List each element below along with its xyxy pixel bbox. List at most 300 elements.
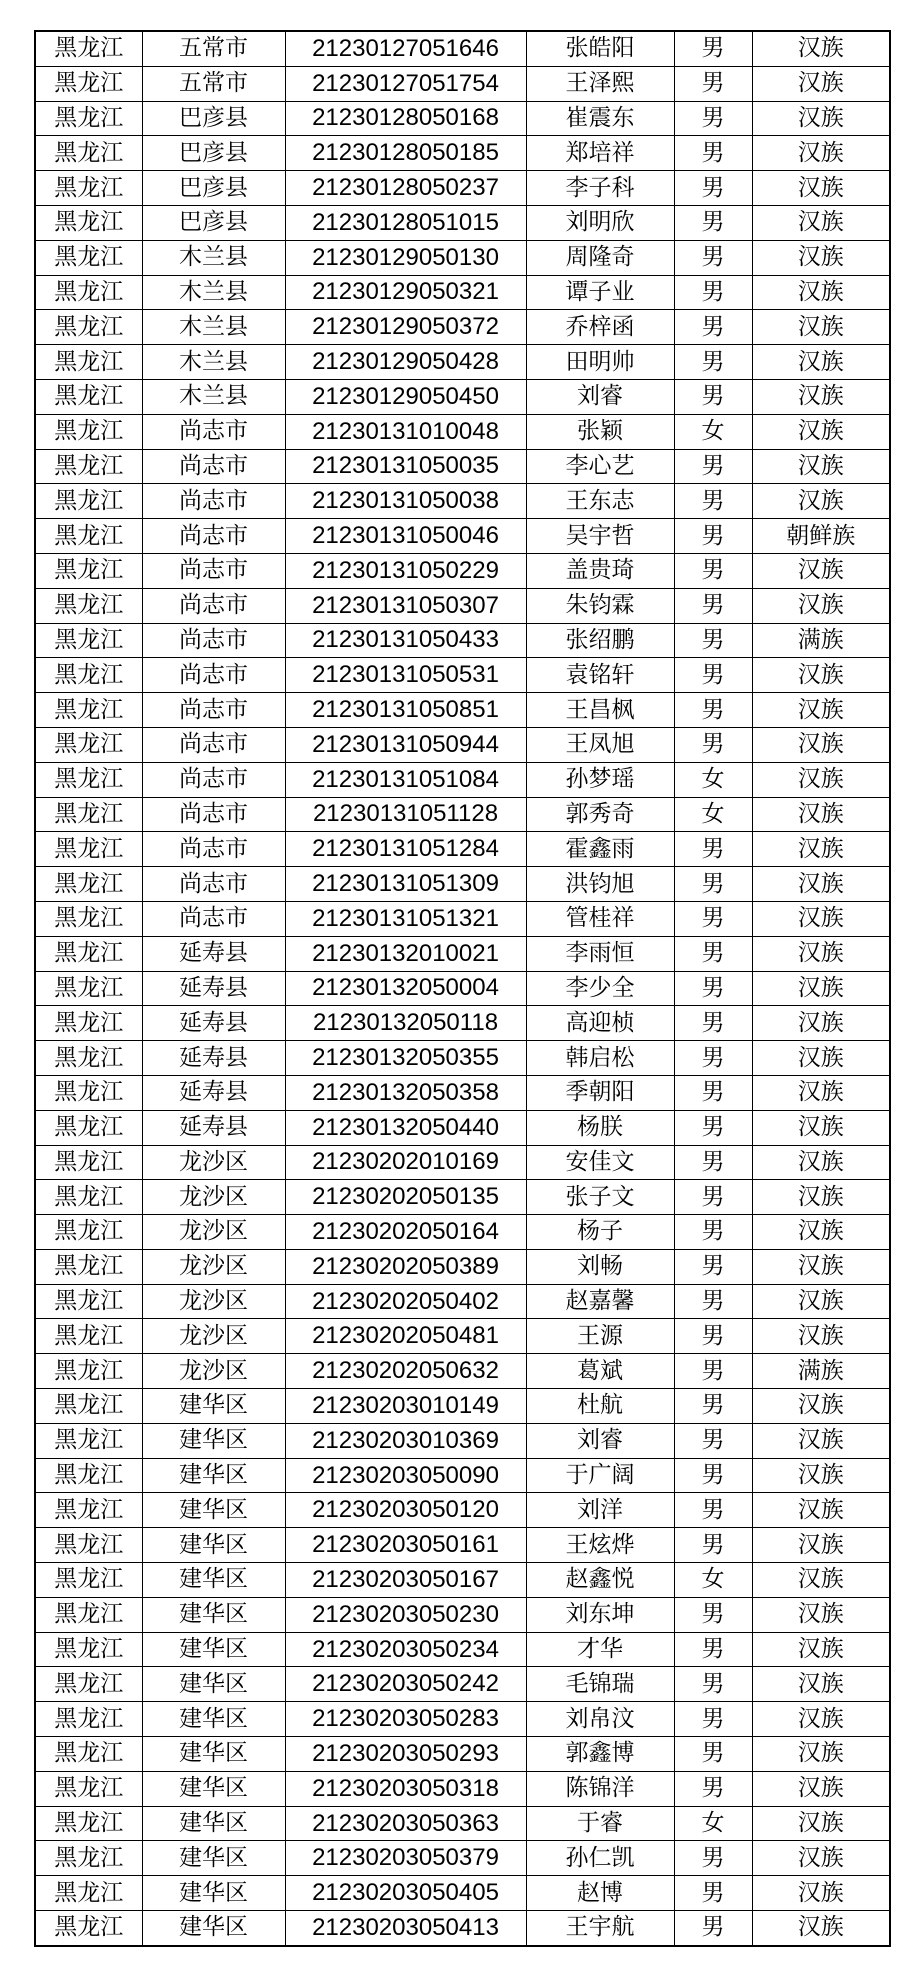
gender-cell: 男 <box>674 553 752 588</box>
candidate-id-cell: 21230128050185 <box>285 136 526 171</box>
province-cell: 黑龙江 <box>35 693 142 728</box>
candidate-id-cell: 21230131051084 <box>285 762 526 797</box>
gender-cell: 男 <box>674 867 752 902</box>
ethnicity-cell: 汉族 <box>752 136 890 171</box>
table-row <box>35 1284 890 1319</box>
candidate-id-cell: 21230128050237 <box>285 171 526 206</box>
candidate-id-cell: 21230131050038 <box>285 484 526 519</box>
gender-cell: 男 <box>674 1702 752 1737</box>
name-cell: 赵鑫悦 <box>526 1563 674 1598</box>
candidate-id-cell: 21230127051646 <box>285 31 526 66</box>
name-cell: 王昌枫 <box>526 693 674 728</box>
ethnicity-cell: 汉族 <box>752 1911 890 1946</box>
table-row <box>35 66 890 101</box>
name-cell: 袁铭轩 <box>526 658 674 693</box>
name-cell: 李子科 <box>526 171 674 206</box>
name-cell: 王宇航 <box>526 1911 674 1946</box>
city-cell: 木兰县 <box>142 240 285 275</box>
candidate-id-cell: 21230203050161 <box>285 1528 526 1563</box>
table-row <box>35 1110 890 1145</box>
name-cell: 张子文 <box>526 1180 674 1215</box>
ethnicity-cell: 汉族 <box>752 727 890 762</box>
candidate-id-cell: 21230131051128 <box>285 797 526 832</box>
candidate-id-cell: 21230131010048 <box>285 414 526 449</box>
city-cell: 延寿县 <box>142 936 285 971</box>
city-cell: 尚志市 <box>142 832 285 867</box>
gender-cell: 男 <box>674 136 752 171</box>
province-cell: 黑龙江 <box>35 1702 142 1737</box>
gender-cell: 男 <box>674 484 752 519</box>
gender-cell: 女 <box>674 414 752 449</box>
province-cell: 黑龙江 <box>35 1632 142 1667</box>
candidate-id-cell: 21230132050118 <box>285 1006 526 1041</box>
city-cell: 建华区 <box>142 1737 285 1772</box>
ethnicity-cell: 汉族 <box>752 1423 890 1458</box>
province-cell: 黑龙江 <box>35 762 142 797</box>
gender-cell: 男 <box>674 240 752 275</box>
candidate-id-cell: 21230129050450 <box>285 379 526 414</box>
city-cell: 五常市 <box>142 66 285 101</box>
gender-cell: 男 <box>674 1215 752 1250</box>
gender-cell: 男 <box>674 1423 752 1458</box>
name-cell: 张颖 <box>526 414 674 449</box>
province-cell: 黑龙江 <box>35 1771 142 1806</box>
name-cell: 郭秀奇 <box>526 797 674 832</box>
table-row <box>35 1841 890 1876</box>
gender-cell: 男 <box>674 1458 752 1493</box>
ethnicity-cell: 汉族 <box>752 1841 890 1876</box>
candidate-id-cell: 21230132050004 <box>285 971 526 1006</box>
candidate-id-cell: 21230203050413 <box>285 1911 526 1946</box>
name-cell: 孙仁凯 <box>526 1841 674 1876</box>
name-cell: 王凤旭 <box>526 727 674 762</box>
city-cell: 建华区 <box>142 1563 285 1598</box>
name-cell: 安佳文 <box>526 1145 674 1180</box>
province-cell: 黑龙江 <box>35 658 142 693</box>
table-row <box>35 693 890 728</box>
table-row <box>35 1528 890 1563</box>
city-cell: 龙沙区 <box>142 1354 285 1389</box>
city-cell: 建华区 <box>142 1493 285 1528</box>
city-cell: 延寿县 <box>142 1041 285 1076</box>
ethnicity-cell: 汉族 <box>752 240 890 275</box>
gender-cell: 男 <box>674 1354 752 1389</box>
table-row <box>35 901 890 936</box>
city-cell: 延寿县 <box>142 971 285 1006</box>
city-cell: 尚志市 <box>142 901 285 936</box>
name-cell: 周隆奇 <box>526 240 674 275</box>
candidate-id-cell: 21230203010149 <box>285 1389 526 1424</box>
name-cell: 崔震东 <box>526 101 674 136</box>
province-cell: 黑龙江 <box>35 519 142 554</box>
city-cell: 尚志市 <box>142 658 285 693</box>
table-row <box>35 101 890 136</box>
gender-cell: 男 <box>674 171 752 206</box>
ethnicity-cell: 汉族 <box>752 449 890 484</box>
city-cell: 建华区 <box>142 1597 285 1632</box>
city-cell: 巴彦县 <box>142 101 285 136</box>
city-cell: 龙沙区 <box>142 1215 285 1250</box>
ethnicity-cell: 汉族 <box>752 553 890 588</box>
ethnicity-cell: 汉族 <box>752 1771 890 1806</box>
province-cell: 黑龙江 <box>35 1075 142 1110</box>
name-cell: 陈锦洋 <box>526 1771 674 1806</box>
ethnicity-cell: 汉族 <box>752 1041 890 1076</box>
table-row <box>35 867 890 902</box>
ethnicity-cell: 汉族 <box>752 867 890 902</box>
city-cell: 延寿县 <box>142 1075 285 1110</box>
province-cell: 黑龙江 <box>35 31 142 66</box>
city-cell: 尚志市 <box>142 727 285 762</box>
city-cell: 建华区 <box>142 1911 285 1946</box>
ethnicity-cell: 汉族 <box>752 345 890 380</box>
candidate-id-cell: 21230203050318 <box>285 1771 526 1806</box>
table-row <box>35 484 890 519</box>
province-cell: 黑龙江 <box>35 1841 142 1876</box>
city-cell: 木兰县 <box>142 379 285 414</box>
name-cell: 郑培祥 <box>526 136 674 171</box>
name-cell: 刘畅 <box>526 1249 674 1284</box>
city-cell: 尚志市 <box>142 414 285 449</box>
ethnicity-cell: 汉族 <box>752 762 890 797</box>
city-cell: 尚志市 <box>142 449 285 484</box>
table-row <box>35 588 890 623</box>
name-cell: 朱钧霖 <box>526 588 674 623</box>
candidate-id-cell: 21230203050283 <box>285 1702 526 1737</box>
table-row <box>35 205 890 240</box>
province-cell: 黑龙江 <box>35 971 142 1006</box>
ethnicity-cell: 汉族 <box>752 484 890 519</box>
table-row <box>35 1632 890 1667</box>
gender-cell: 男 <box>674 1319 752 1354</box>
gender-cell: 男 <box>674 1006 752 1041</box>
candidate-id-cell: 21230203050363 <box>285 1806 526 1841</box>
table-row <box>35 1771 890 1806</box>
province-cell: 黑龙江 <box>35 345 142 380</box>
city-cell: 龙沙区 <box>142 1249 285 1284</box>
city-cell: 建华区 <box>142 1423 285 1458</box>
ethnicity-cell: 汉族 <box>752 901 890 936</box>
city-cell: 建华区 <box>142 1771 285 1806</box>
province-cell: 黑龙江 <box>35 136 142 171</box>
province-cell: 黑龙江 <box>35 205 142 240</box>
candidate-id-cell: 21230203050405 <box>285 1876 526 1911</box>
city-cell: 尚志市 <box>142 484 285 519</box>
candidate-id-cell: 21230131050229 <box>285 553 526 588</box>
province-cell: 黑龙江 <box>35 1354 142 1389</box>
gender-cell: 男 <box>674 1284 752 1319</box>
ethnicity-cell: 满族 <box>752 1354 890 1389</box>
city-cell: 延寿县 <box>142 1006 285 1041</box>
name-cell: 刘帛汶 <box>526 1702 674 1737</box>
table-row <box>35 379 890 414</box>
table-row <box>35 1319 890 1354</box>
name-cell: 杨朕 <box>526 1110 674 1145</box>
province-cell: 黑龙江 <box>35 553 142 588</box>
candidate-id-cell: 21230202050632 <box>285 1354 526 1389</box>
gender-cell: 男 <box>674 345 752 380</box>
city-cell: 尚志市 <box>142 867 285 902</box>
province-cell: 黑龙江 <box>35 936 142 971</box>
gender-cell: 男 <box>674 1911 752 1946</box>
province-cell: 黑龙江 <box>35 449 142 484</box>
gender-cell: 男 <box>674 1841 752 1876</box>
table-row <box>35 1389 890 1424</box>
city-cell: 建华区 <box>142 1667 285 1702</box>
table-row <box>35 240 890 275</box>
name-cell: 李雨恒 <box>526 936 674 971</box>
name-cell: 杨子 <box>526 1215 674 1250</box>
table-row <box>35 1667 890 1702</box>
table-row <box>35 1458 890 1493</box>
name-cell: 张皓阳 <box>526 31 674 66</box>
ethnicity-cell: 汉族 <box>752 971 890 1006</box>
gender-cell: 男 <box>674 1528 752 1563</box>
name-cell: 赵嘉馨 <box>526 1284 674 1319</box>
province-cell: 黑龙江 <box>35 171 142 206</box>
table-row <box>35 1911 890 1946</box>
name-cell: 李少全 <box>526 971 674 1006</box>
city-cell: 尚志市 <box>142 623 285 658</box>
name-cell: 高迎桢 <box>526 1006 674 1041</box>
ethnicity-cell: 汉族 <box>752 588 890 623</box>
table-row <box>35 345 890 380</box>
province-cell: 黑龙江 <box>35 588 142 623</box>
table-row <box>35 1423 890 1458</box>
candidate-id-cell: 21230132050358 <box>285 1075 526 1110</box>
city-cell: 木兰县 <box>142 345 285 380</box>
table-row <box>35 1041 890 1076</box>
city-cell: 建华区 <box>142 1876 285 1911</box>
ethnicity-cell: 汉族 <box>752 1667 890 1702</box>
name-cell: 王源 <box>526 1319 674 1354</box>
ethnicity-cell: 汉族 <box>752 1006 890 1041</box>
name-cell: 郭鑫博 <box>526 1737 674 1772</box>
candidate-id-cell: 21230202050135 <box>285 1180 526 1215</box>
table-row <box>35 936 890 971</box>
gender-cell: 男 <box>674 1737 752 1772</box>
gender-cell: 男 <box>674 971 752 1006</box>
table-row <box>35 519 890 554</box>
name-cell: 葛斌 <box>526 1354 674 1389</box>
candidate-id-cell: 21230129050428 <box>285 345 526 380</box>
ethnicity-cell: 汉族 <box>752 1563 890 1598</box>
province-cell: 黑龙江 <box>35 1493 142 1528</box>
candidate-id-cell: 21230131050307 <box>285 588 526 623</box>
gender-cell: 男 <box>674 1771 752 1806</box>
candidate-id-cell: 21230202050389 <box>285 1249 526 1284</box>
ethnicity-cell: 汉族 <box>752 1632 890 1667</box>
province-cell: 黑龙江 <box>35 1284 142 1319</box>
ethnicity-cell: 汉族 <box>752 414 890 449</box>
candidate-id-cell: 21230131050046 <box>285 519 526 554</box>
ethnicity-cell: 汉族 <box>752 1284 890 1319</box>
roster-table <box>34 30 891 1947</box>
gender-cell: 男 <box>674 101 752 136</box>
province-cell: 黑龙江 <box>35 1458 142 1493</box>
gender-cell: 男 <box>674 936 752 971</box>
candidate-id-cell: 21230202050402 <box>285 1284 526 1319</box>
ethnicity-cell: 汉族 <box>752 275 890 310</box>
ethnicity-cell: 汉族 <box>752 379 890 414</box>
ethnicity-cell: 汉族 <box>752 1458 890 1493</box>
table-row <box>35 971 890 1006</box>
ethnicity-cell: 汉族 <box>752 797 890 832</box>
city-cell: 尚志市 <box>142 693 285 728</box>
gender-cell: 男 <box>674 449 752 484</box>
candidate-id-cell: 21230202050481 <box>285 1319 526 1354</box>
ethnicity-cell: 汉族 <box>752 1180 890 1215</box>
candidate-id-cell: 21230131050531 <box>285 658 526 693</box>
table-row <box>35 1215 890 1250</box>
gender-cell: 女 <box>674 762 752 797</box>
candidate-id-cell: 21230128051015 <box>285 205 526 240</box>
province-cell: 黑龙江 <box>35 1215 142 1250</box>
name-cell: 王泽熙 <box>526 66 674 101</box>
name-cell: 于广阔 <box>526 1458 674 1493</box>
candidate-id-cell: 21230131050433 <box>285 623 526 658</box>
gender-cell: 男 <box>674 1597 752 1632</box>
name-cell: 才华 <box>526 1632 674 1667</box>
ethnicity-cell: 汉族 <box>752 1597 890 1632</box>
gender-cell: 男 <box>674 1632 752 1667</box>
province-cell: 黑龙江 <box>35 484 142 519</box>
roster-table-body <box>35 31 890 1946</box>
candidate-id-cell: 21230203010369 <box>285 1423 526 1458</box>
ethnicity-cell: 汉族 <box>752 1528 890 1563</box>
ethnicity-cell: 汉族 <box>752 832 890 867</box>
city-cell: 巴彦县 <box>142 136 285 171</box>
gender-cell: 男 <box>674 379 752 414</box>
gender-cell: 男 <box>674 588 752 623</box>
table-row <box>35 1702 890 1737</box>
table-row <box>35 136 890 171</box>
ethnicity-cell: 汉族 <box>752 1389 890 1424</box>
city-cell: 建华区 <box>142 1528 285 1563</box>
name-cell: 乔梓函 <box>526 310 674 345</box>
name-cell: 毛锦瑞 <box>526 1667 674 1702</box>
candidate-id-cell: 21230131050944 <box>285 727 526 762</box>
table-row <box>35 449 890 484</box>
province-cell: 黑龙江 <box>35 1389 142 1424</box>
table-row <box>35 1354 890 1389</box>
ethnicity-cell: 汉族 <box>752 310 890 345</box>
province-cell: 黑龙江 <box>35 1737 142 1772</box>
gender-cell: 男 <box>674 31 752 66</box>
province-cell: 黑龙江 <box>35 240 142 275</box>
candidate-id-cell: 21230203050293 <box>285 1737 526 1772</box>
gender-cell: 男 <box>674 310 752 345</box>
province-cell: 黑龙江 <box>35 867 142 902</box>
gender-cell: 女 <box>674 797 752 832</box>
table-row <box>35 658 890 693</box>
name-cell: 赵博 <box>526 1876 674 1911</box>
candidate-id-cell: 21230203050120 <box>285 1493 526 1528</box>
city-cell: 尚志市 <box>142 588 285 623</box>
gender-cell: 男 <box>674 1249 752 1284</box>
city-cell: 木兰县 <box>142 275 285 310</box>
name-cell: 王东志 <box>526 484 674 519</box>
table-row <box>35 414 890 449</box>
ethnicity-cell: 汉族 <box>752 1249 890 1284</box>
gender-cell: 男 <box>674 658 752 693</box>
city-cell: 龙沙区 <box>142 1284 285 1319</box>
gender-cell: 男 <box>674 1493 752 1528</box>
city-cell: 建华区 <box>142 1458 285 1493</box>
gender-cell: 男 <box>674 275 752 310</box>
province-cell: 黑龙江 <box>35 1911 142 1946</box>
name-cell: 刘睿 <box>526 1423 674 1458</box>
ethnicity-cell: 汉族 <box>752 31 890 66</box>
gender-cell: 男 <box>674 1667 752 1702</box>
gender-cell: 男 <box>674 519 752 554</box>
table-row <box>35 275 890 310</box>
candidate-id-cell: 21230203050242 <box>285 1667 526 1702</box>
ethnicity-cell: 汉族 <box>752 1493 890 1528</box>
gender-cell: 男 <box>674 1876 752 1911</box>
gender-cell: 男 <box>674 1075 752 1110</box>
table-row <box>35 310 890 345</box>
name-cell: 刘洋 <box>526 1493 674 1528</box>
city-cell: 龙沙区 <box>142 1319 285 1354</box>
candidate-id-cell: 21230202050164 <box>285 1215 526 1250</box>
province-cell: 黑龙江 <box>35 1423 142 1458</box>
city-cell: 龙沙区 <box>142 1145 285 1180</box>
table-row <box>35 1249 890 1284</box>
gender-cell: 男 <box>674 1145 752 1180</box>
name-cell: 孙梦瑶 <box>526 762 674 797</box>
name-cell: 吴宇哲 <box>526 519 674 554</box>
city-cell: 建华区 <box>142 1632 285 1667</box>
province-cell: 黑龙江 <box>35 379 142 414</box>
city-cell: 木兰县 <box>142 310 285 345</box>
province-cell: 黑龙江 <box>35 1041 142 1076</box>
name-cell: 刘东坤 <box>526 1597 674 1632</box>
province-cell: 黑龙江 <box>35 1110 142 1145</box>
candidate-id-cell: 21230131051321 <box>285 901 526 936</box>
province-cell: 黑龙江 <box>35 1180 142 1215</box>
province-cell: 黑龙江 <box>35 1667 142 1702</box>
city-cell: 巴彦县 <box>142 171 285 206</box>
name-cell: 刘睿 <box>526 379 674 414</box>
gender-cell: 男 <box>674 1180 752 1215</box>
name-cell: 霍鑫雨 <box>526 832 674 867</box>
candidate-id-cell: 21230129050321 <box>285 275 526 310</box>
gender-cell: 男 <box>674 623 752 658</box>
table-row <box>35 1180 890 1215</box>
ethnicity-cell: 汉族 <box>752 205 890 240</box>
table-row <box>35 1876 890 1911</box>
candidate-id-cell: 21230128050168 <box>285 101 526 136</box>
ethnicity-cell: 汉族 <box>752 1737 890 1772</box>
table-row <box>35 31 890 66</box>
province-cell: 黑龙江 <box>35 727 142 762</box>
ethnicity-cell: 汉族 <box>752 693 890 728</box>
name-cell: 李心艺 <box>526 449 674 484</box>
name-cell: 谭子业 <box>526 275 674 310</box>
ethnicity-cell: 汉族 <box>752 171 890 206</box>
city-cell: 尚志市 <box>142 553 285 588</box>
table-row <box>35 623 890 658</box>
ethnicity-cell: 满族 <box>752 623 890 658</box>
candidate-id-cell: 21230132050440 <box>285 1110 526 1145</box>
candidate-id-cell: 21230131051284 <box>285 832 526 867</box>
gender-cell: 男 <box>674 1389 752 1424</box>
gender-cell: 男 <box>674 66 752 101</box>
name-cell: 于睿 <box>526 1806 674 1841</box>
city-cell: 五常市 <box>142 31 285 66</box>
city-cell: 龙沙区 <box>142 1180 285 1215</box>
